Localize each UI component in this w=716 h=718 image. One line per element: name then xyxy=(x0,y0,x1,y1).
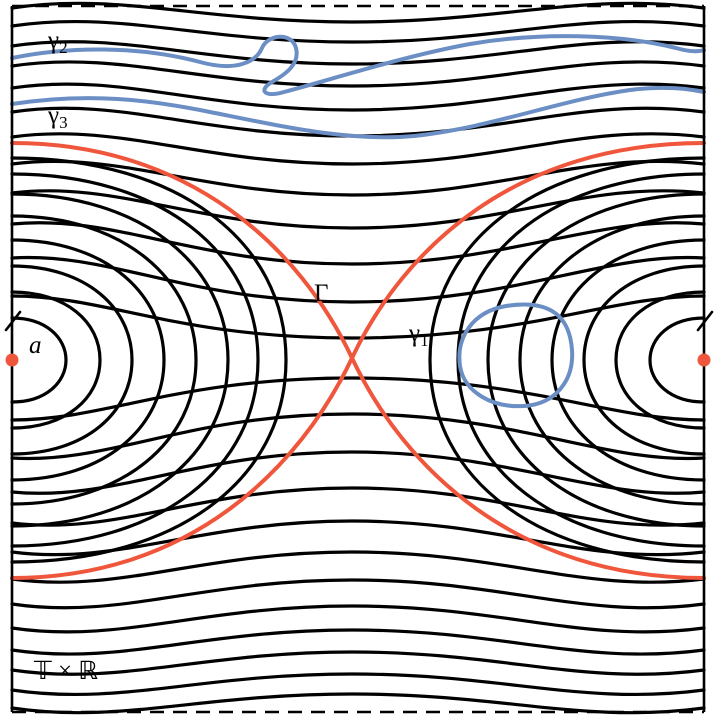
label-capital-gamma: Γ xyxy=(314,280,329,307)
label-gamma1 xyxy=(409,321,429,349)
label-gamma3-sub: 3 xyxy=(59,112,68,132)
label-gamma2 xyxy=(48,28,68,56)
label-gamma3 xyxy=(48,103,68,131)
label-gamma1-base: γ xyxy=(409,320,421,347)
trajectory-family-lower xyxy=(12,378,704,713)
point-a-markers xyxy=(6,354,711,367)
label-gamma3-base: γ xyxy=(48,102,60,129)
label-domain-space: 𝕋 × ℝ xyxy=(34,658,99,685)
label-gamma1-sub: 1 xyxy=(420,330,429,350)
label-gamma2-sub: 2 xyxy=(59,37,68,57)
label-gamma2-base: γ xyxy=(48,27,60,54)
separatrix-gamma xyxy=(12,143,704,578)
label-point-a: a xyxy=(29,332,42,359)
identification-tick-marks xyxy=(6,312,712,330)
